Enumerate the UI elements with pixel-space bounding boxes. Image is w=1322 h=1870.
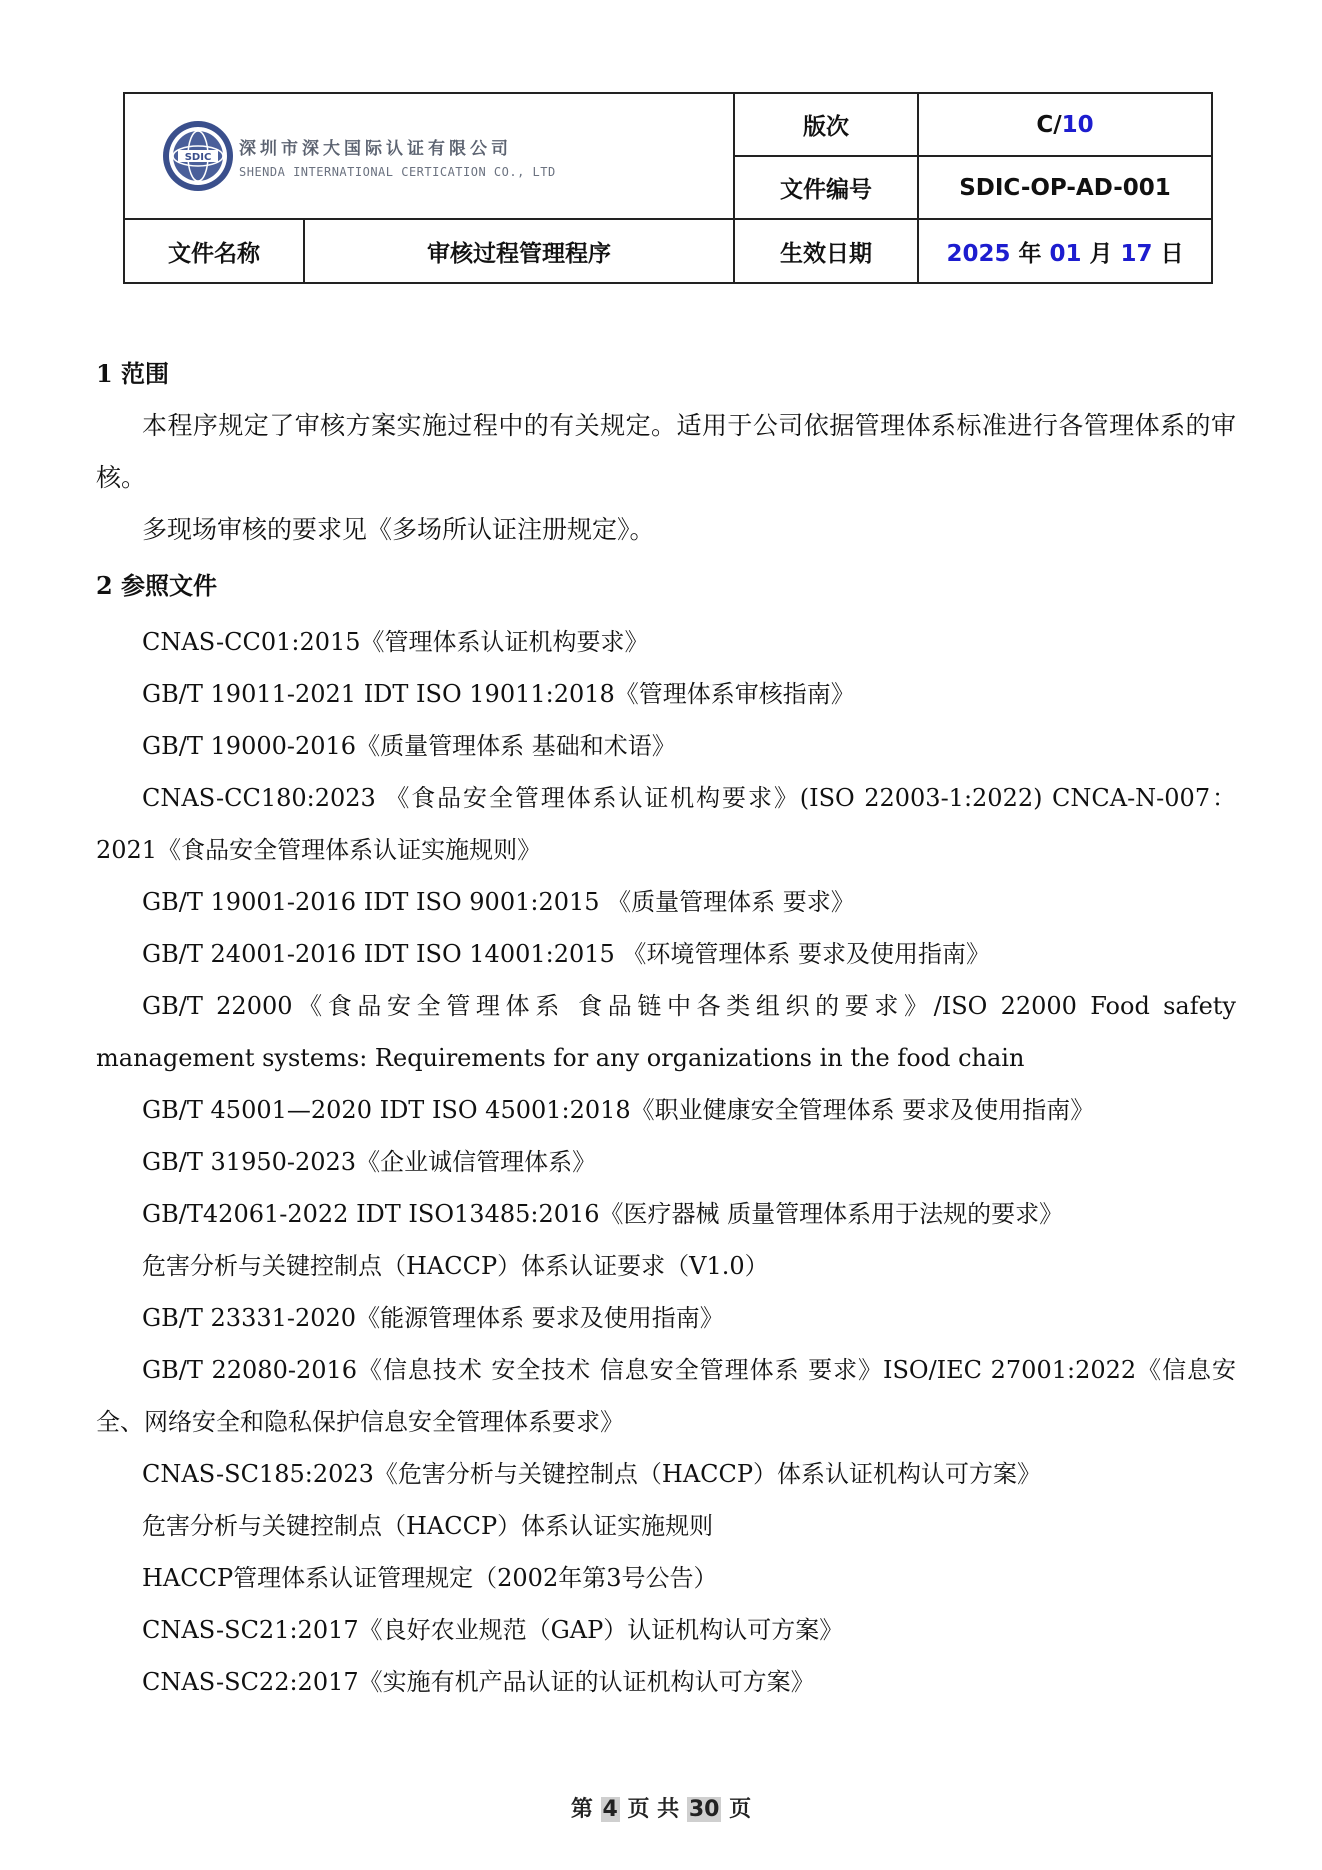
footer-prefix: 第: [570, 1797, 593, 1822]
reference-item: GB/T 31950-2023《企业诚信管理体系》: [142, 1148, 597, 1176]
reference-item: CNAS-CC180:2023 《食品安全管理体系认证机构要求》(ISO 22003-1:2022) CNCA-N-007：2021《食品安全管理体系认证实施规则》: [96, 784, 1236, 864]
date-day-unit: 日: [1160, 240, 1184, 267]
version-value: [918, 93, 1212, 156]
reference-item: CNAS-SC185:2023《危害分析与关键控制点（HACCP）体系认证机构认可方案》: [142, 1460, 1042, 1488]
reference-item: 危害分析与关键控制点（HACCP）体系认证实施规则: [142, 1512, 714, 1540]
reference-item: CNAS-SC21:2017《良好农业规范（GAP）认证机构认可方案》: [142, 1616, 844, 1644]
total-page-count: 30: [688, 1797, 720, 1822]
doc-name-value: 审核过程管理程序: [304, 219, 734, 283]
reference-list: [96, 616, 1236, 1708]
section-1-paragraph-1: 本程序规定了审核方案实施过程中的有关规定。适用于公司依据管理体系标准进行各管理体系的审核。: [96, 411, 1236, 492]
footer-middle: 页 共: [627, 1797, 680, 1822]
reference-item: GB/T 45001—2020 IDT ISO 45001:2018《职业健康安全管理体系 要求及使用指南》: [142, 1096, 1095, 1124]
date-month: 01: [1049, 240, 1082, 267]
reference-item: HACCP管理体系认证管理规定（2002年第3号公告）: [142, 1564, 718, 1592]
section-2-title: 2 参照文件: [96, 571, 218, 600]
date-month-unit: 月: [1089, 240, 1113, 267]
reference-item: GB/T 19011-2021 IDT ISO 19011:2018《管理体系审核指南》: [142, 680, 855, 708]
current-page-number: 4: [602, 1797, 618, 1822]
version-label: 版次: [734, 93, 918, 156]
seal-text: SDIC: [184, 152, 212, 163]
effective-date-value: [918, 219, 1212, 283]
sdic-seal-icon: [161, 119, 235, 193]
document-header-table: [123, 92, 1213, 284]
effective-date-label: 生效日期: [734, 219, 918, 283]
reference-item: CNAS-CC01:2015《管理体系认证机构要求》: [142, 628, 649, 656]
reference-item: 危害分析与关键控制点（HACCP）体系认证要求（V1.0）: [142, 1252, 769, 1280]
section-1-paragraph-2: 多现场审核的要求见《多场所认证注册规定》。: [142, 515, 655, 544]
version-number: 10: [1061, 111, 1094, 138]
company-name-cn: 深圳市深大国际认证有限公司: [239, 138, 512, 159]
section-1-title: 1 范围: [96, 359, 170, 388]
reference-item: GB/T 23331-2020《能源管理体系 要求及使用指南》: [142, 1304, 724, 1332]
reference-item: GB/T42061-2022 IDT ISO13485:2016《医疗器械 质量管理体系用于法规的要求》: [142, 1200, 1064, 1228]
reference-item: GB/T 24001-2016 IDT ISO 14001:2015 《环境管理体系 要求及使用指南》: [142, 940, 991, 968]
company-logo-cell: [124, 93, 734, 219]
date-year: 2025: [946, 240, 1011, 267]
document-body: [96, 348, 1236, 1708]
reference-item: GB/T 19001-2016 IDT ISO 9001:2015 《质量管理体系 要求》: [142, 888, 855, 916]
reference-item: CNAS-SC22:2017《实施有机产品认证的认证机构认可方案》: [142, 1668, 815, 1696]
company-name-en: SHENDA INTERNATIONAL CERTICATION CO., LTD: [239, 164, 556, 179]
date-year-unit: 年: [1018, 240, 1042, 267]
reference-item: GB/T 22000《食品安全管理体系 食品链中各类组织的要求》/ISO 22000 Food safety management systems: Requirements for any organizations in the food chain: [96, 992, 1236, 1072]
footer-suffix: 页: [729, 1797, 752, 1822]
reference-item: GB/T 19000-2016《质量管理体系 基础和术语》: [142, 732, 676, 760]
version-prefix: C/: [1036, 111, 1062, 138]
doc-number-label: 文件编号: [734, 156, 918, 219]
doc-number-value: SDIC-OP-AD-001: [918, 156, 1212, 219]
date-day: 17: [1120, 240, 1153, 267]
reference-item: GB/T 22080-2016《信息技术 安全技术 信息安全管理体系 要求》ISO/IEC 27001:2022《信息安全、网络安全和隐私保护信息安全管理体系要求》: [96, 1356, 1236, 1436]
page-footer: [0, 1792, 1322, 1823]
doc-name-label: 文件名称: [124, 219, 304, 283]
